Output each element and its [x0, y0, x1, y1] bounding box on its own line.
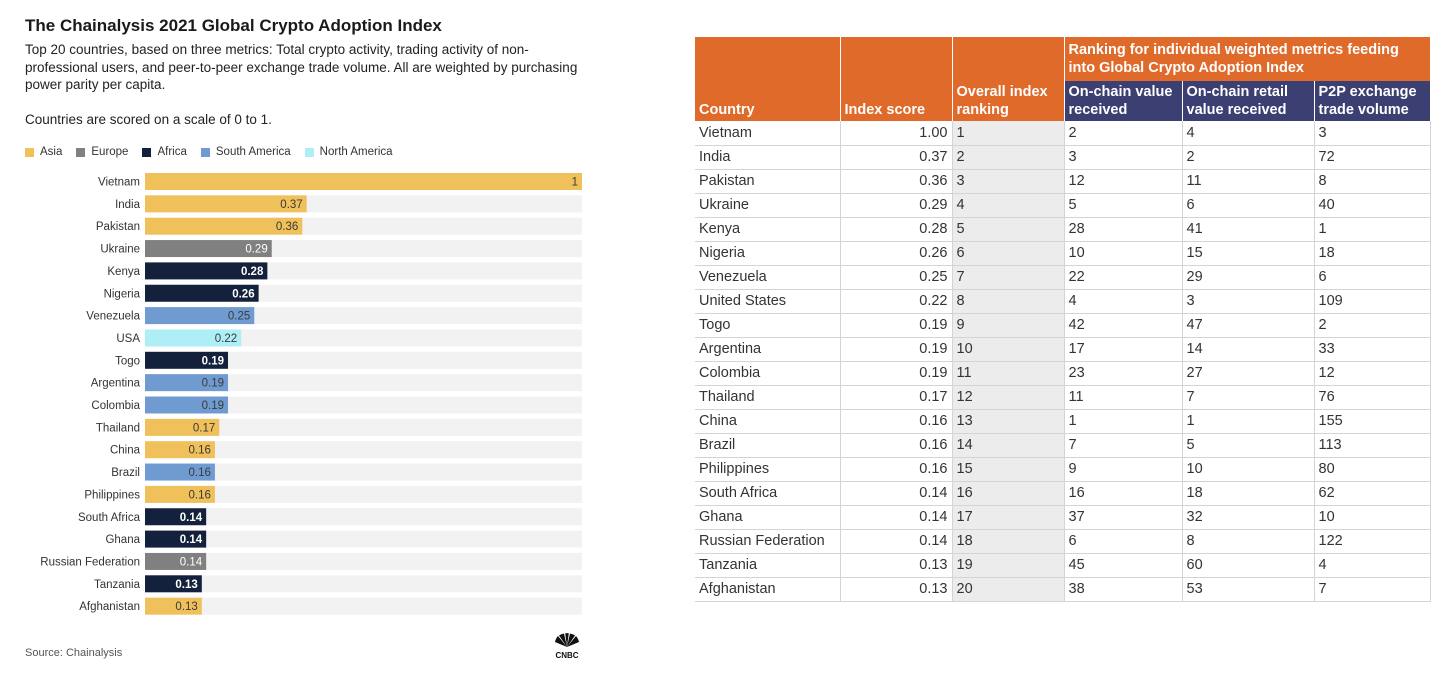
cell-onchain-retail: 18 [1182, 481, 1314, 505]
cell-index-score: 0.14 [840, 505, 952, 529]
cell-onchain-value: 45 [1064, 553, 1182, 577]
data-label: 0.17 [192, 422, 216, 435]
legend-swatch [305, 148, 314, 157]
cell-onchain-retail: 1 [1182, 409, 1314, 433]
legend-swatch [201, 148, 210, 157]
cell-onchain-value: 3 [1064, 145, 1182, 169]
data-label: 0.14 [179, 534, 203, 547]
cell-p2p-volume: 40 [1314, 193, 1430, 217]
data-label: 0.16 [188, 444, 211, 457]
cell-p2p-volume: 2 [1314, 313, 1430, 337]
cell-country: Ukraine [695, 193, 840, 217]
legend-item [142, 146, 186, 158]
category-label: Colombia [91, 400, 140, 412]
legend-label: South America [215, 146, 291, 158]
cell-onchain-value: 10 [1064, 241, 1182, 265]
cell-onchain-retail: 10 [1182, 457, 1314, 481]
category-label: India [115, 198, 140, 211]
category-label: Togo [115, 355, 140, 368]
cell-onchain-value: 5 [1064, 193, 1182, 217]
cell-onchain-retail: 27 [1182, 361, 1314, 385]
cell-index-score: 0.29 [840, 193, 952, 217]
table-row [695, 361, 1430, 385]
legend-item [25, 146, 62, 158]
data-label: 0.29 [245, 243, 268, 256]
cell-onchain-value: 12 [1064, 169, 1182, 193]
category-label: Vietnam [98, 176, 140, 189]
cell-index-score: 0.26 [840, 241, 952, 265]
peacock-icon [555, 633, 579, 647]
category-label: USA [116, 332, 140, 345]
cell-onchain-value: 2 [1064, 121, 1182, 145]
table-row [695, 577, 1430, 601]
legend-label: Asia [40, 146, 63, 158]
col-header-index-score: Index score [840, 37, 952, 121]
category-label: Brazil [111, 467, 140, 480]
cell-p2p-volume: 122 [1314, 529, 1430, 553]
ranking-table [695, 37, 1431, 602]
data-label: 0.16 [188, 467, 211, 480]
cell-country: Ghana [695, 505, 840, 529]
category-label: Nigeria [103, 288, 140, 301]
cell-onchain-value: 23 [1064, 361, 1182, 385]
cell-overall-rank: 1 [952, 121, 1064, 145]
cell-onchain-value: 9 [1064, 457, 1182, 481]
cell-overall-rank: 17 [952, 505, 1064, 529]
cell-p2p-volume: 7 [1314, 577, 1430, 601]
col-header-onchain-retail: On-chain retail value received [1182, 81, 1314, 121]
cell-p2p-volume: 80 [1314, 457, 1430, 481]
legend-label: North America [319, 146, 393, 158]
cell-onchain-value: 6 [1064, 529, 1182, 553]
table-row [695, 385, 1430, 409]
chart-title: The Chainalysis 2021 Global Crypto Adoption Index [25, 16, 442, 35]
cell-country: Togo [695, 313, 840, 337]
data-label: 0.14 [179, 556, 203, 569]
data-label: 0.28 [240, 265, 264, 278]
table-row [695, 481, 1430, 505]
cell-onchain-retail: 4 [1182, 121, 1314, 145]
cell-overall-rank: 6 [952, 241, 1064, 265]
cell-country: Tanzania [695, 553, 840, 577]
cell-onchain-retail: 5 [1182, 433, 1314, 457]
cell-overall-rank: 16 [952, 481, 1064, 505]
category-label: Thailand [95, 422, 140, 435]
table-row [695, 169, 1430, 193]
legend-label: Europe [91, 146, 129, 158]
col-header-onchain-value: On-chain value received [1064, 81, 1182, 121]
data-label: 0.13 [175, 578, 198, 591]
table-row [695, 265, 1430, 289]
cell-overall-rank: 15 [952, 457, 1064, 481]
col-header-country: Country [695, 37, 840, 121]
col-header-overall-ranking: Overall index ranking [952, 37, 1064, 121]
cell-overall-rank: 4 [952, 193, 1064, 217]
legend-swatch [25, 148, 34, 157]
cell-onchain-retail: 53 [1182, 577, 1314, 601]
cell-p2p-volume: 113 [1314, 433, 1430, 457]
cell-overall-rank: 10 [952, 337, 1064, 361]
cell-overall-rank: 8 [952, 289, 1064, 313]
cell-onchain-retail: 15 [1182, 241, 1314, 265]
bar-track [145, 531, 582, 548]
cell-p2p-volume: 155 [1314, 409, 1430, 433]
cell-p2p-volume: 76 [1314, 385, 1430, 409]
cell-overall-rank: 19 [952, 553, 1064, 577]
table-row [695, 433, 1430, 457]
cell-index-score: 0.14 [840, 529, 952, 553]
cell-p2p-volume: 72 [1314, 145, 1430, 169]
cell-overall-rank: 11 [952, 361, 1064, 385]
data-label: 0.19 [201, 355, 225, 368]
cnbc-wordmark: CNBC [555, 651, 579, 660]
cell-index-score: 0.14 [840, 481, 952, 505]
cell-overall-rank: 2 [952, 145, 1064, 169]
cell-p2p-volume: 10 [1314, 505, 1430, 529]
data-label: 0.19 [201, 400, 225, 412]
chart-legend [25, 146, 393, 158]
cell-country: Philippines [695, 457, 840, 481]
cell-onchain-value: 11 [1064, 385, 1182, 409]
category-label: Venezuela [86, 310, 140, 323]
bar-track [145, 598, 582, 615]
cell-index-score: 0.36 [840, 169, 952, 193]
cell-onchain-retail: 3 [1182, 289, 1314, 313]
cell-onchain-value: 1 [1064, 409, 1182, 433]
legend-item [305, 146, 393, 158]
cell-country: Argentina [695, 337, 840, 361]
cell-onchain-retail: 29 [1182, 265, 1314, 289]
bar-chart [0, 168, 600, 620]
cell-overall-rank: 5 [952, 217, 1064, 241]
table-row [695, 409, 1430, 433]
cell-p2p-volume: 62 [1314, 481, 1430, 505]
category-label: Ghana [105, 534, 140, 547]
cell-onchain-retail: 60 [1182, 553, 1314, 577]
group-header-weighted-metrics: Ranking for individual weighted metrics feeding into Global Crypto Adoption Index [1064, 37, 1430, 81]
cell-onchain-value: 37 [1064, 505, 1182, 529]
cell-overall-rank: 14 [952, 433, 1064, 457]
cell-onchain-retail: 7 [1182, 385, 1314, 409]
bar-chart-panel [0, 0, 600, 681]
chart-subtitle: Top 20 countries, based on three metrics: Total crypto activity, trading activity of non-professional users, and peer-to-peer exchange trade volume. All are weighted by purchasing power parity per capita. [25, 42, 578, 92]
data-label: 0.26 [232, 288, 255, 301]
cell-country: Thailand [695, 385, 840, 409]
cell-p2p-volume: 6 [1314, 265, 1430, 289]
category-label: Tanzania [93, 578, 140, 591]
cell-country: China [695, 409, 840, 433]
cell-p2p-volume: 109 [1314, 289, 1430, 313]
cell-onchain-value: 22 [1064, 265, 1182, 289]
cell-p2p-volume: 3 [1314, 121, 1430, 145]
cell-p2p-volume: 12 [1314, 361, 1430, 385]
cell-country: United States [695, 289, 840, 313]
data-label: 0.36 [275, 221, 299, 234]
cell-p2p-volume: 33 [1314, 337, 1430, 361]
cell-onchain-retail: 2 [1182, 145, 1314, 169]
cell-index-score: 0.22 [840, 289, 952, 313]
cell-onchain-retail: 11 [1182, 169, 1314, 193]
cell-index-score: 0.19 [840, 313, 952, 337]
table-row [695, 289, 1430, 313]
cell-onchain-value: 42 [1064, 313, 1182, 337]
cell-onchain-value: 16 [1064, 481, 1182, 505]
cell-country: Afghanistan [695, 577, 840, 601]
cell-country: Vietnam [695, 121, 840, 145]
cell-overall-rank: 13 [952, 409, 1064, 433]
chart-note: Countries are scored on a scale of 0 to 1. [25, 112, 272, 127]
cell-country: Kenya [695, 217, 840, 241]
cell-overall-rank: 18 [952, 529, 1064, 553]
cell-index-score: 0.37 [840, 145, 952, 169]
cell-onchain-retail: 41 [1182, 217, 1314, 241]
legend-swatch [76, 148, 85, 157]
legend-swatch [142, 148, 151, 157]
bar-track [145, 553, 582, 570]
cell-overall-rank: 20 [952, 577, 1064, 601]
cell-index-score: 0.13 [840, 577, 952, 601]
ranking-table-panel [695, 37, 1431, 602]
data-label: 1 [571, 176, 578, 189]
category-label: Kenya [107, 265, 140, 278]
chart-source: Source: Chainalysis [25, 647, 123, 659]
cell-index-score: 0.19 [840, 337, 952, 361]
cell-onchain-retail: 32 [1182, 505, 1314, 529]
cell-index-score: 0.16 [840, 457, 952, 481]
cell-onchain-retail: 14 [1182, 337, 1314, 361]
legend-item [76, 146, 128, 158]
cell-overall-rank: 3 [952, 169, 1064, 193]
cell-country: Russian Federation [695, 529, 840, 553]
table-row [695, 505, 1430, 529]
table-row [695, 241, 1430, 265]
cell-overall-rank: 9 [952, 313, 1064, 337]
cell-country: Venezuela [695, 265, 840, 289]
cell-index-score: 0.16 [840, 409, 952, 433]
cell-onchain-value: 17 [1064, 337, 1182, 361]
data-label: 0.22 [214, 332, 238, 345]
cell-index-score: 0.17 [840, 385, 952, 409]
data-label: 0.16 [188, 489, 211, 502]
bar-track [145, 575, 582, 592]
cell-onchain-value: 4 [1064, 289, 1182, 313]
cell-country: India [695, 145, 840, 169]
data-label: 0.37 [280, 198, 303, 211]
cell-country: South Africa [695, 481, 840, 505]
category-label: Pakistan [95, 221, 140, 234]
cell-index-score: 0.19 [840, 361, 952, 385]
cell-p2p-volume: 18 [1314, 241, 1430, 265]
cell-index-score: 0.16 [840, 433, 952, 457]
bar-vietnam [145, 173, 582, 190]
cnbc-logo [549, 632, 585, 660]
data-label: 0.19 [201, 377, 225, 390]
category-label: Russian Federation [40, 556, 140, 569]
cell-index-score: 0.28 [840, 217, 952, 241]
legend-label: Africa [157, 146, 187, 158]
cell-onchain-retail: 47 [1182, 313, 1314, 337]
table-row [695, 553, 1430, 577]
category-label: Afghanistan [79, 601, 140, 614]
cell-overall-rank: 12 [952, 385, 1064, 409]
data-label: 0.14 [179, 511, 203, 524]
cell-onchain-value: 38 [1064, 577, 1182, 601]
table-row [695, 313, 1430, 337]
cell-onchain-value: 28 [1064, 217, 1182, 241]
table-body [695, 121, 1430, 601]
category-label: Argentina [90, 377, 140, 390]
table-row [695, 193, 1430, 217]
cell-p2p-volume: 8 [1314, 169, 1430, 193]
cell-p2p-volume: 1 [1314, 217, 1430, 241]
table-row [695, 457, 1430, 481]
cell-index-score: 0.13 [840, 553, 952, 577]
table-row [695, 121, 1430, 145]
table-row [695, 217, 1430, 241]
cell-overall-rank: 7 [952, 265, 1064, 289]
legend-item [201, 146, 291, 158]
cell-onchain-retail: 8 [1182, 529, 1314, 553]
cell-country: Colombia [695, 361, 840, 385]
table-row [695, 337, 1430, 361]
category-label: Philippines [84, 489, 140, 502]
category-label: China [109, 444, 140, 457]
data-label: 0.13 [175, 601, 198, 614]
cell-onchain-value: 7 [1064, 433, 1182, 457]
col-header-p2p-volume: P2P exchange trade volume [1314, 81, 1430, 121]
category-label: Ukraine [100, 243, 140, 256]
cell-p2p-volume: 4 [1314, 553, 1430, 577]
data-label: 0.25 [227, 310, 251, 323]
bar-track [145, 508, 582, 525]
cell-country: Nigeria [695, 241, 840, 265]
category-label: South Africa [77, 511, 140, 524]
cell-onchain-retail: 6 [1182, 193, 1314, 217]
table-row [695, 529, 1430, 553]
cell-country: Brazil [695, 433, 840, 457]
cell-index-score: 0.25 [840, 265, 952, 289]
cell-index-score: 1.00 [840, 121, 952, 145]
table-row [695, 145, 1430, 169]
cell-country: Pakistan [695, 169, 840, 193]
